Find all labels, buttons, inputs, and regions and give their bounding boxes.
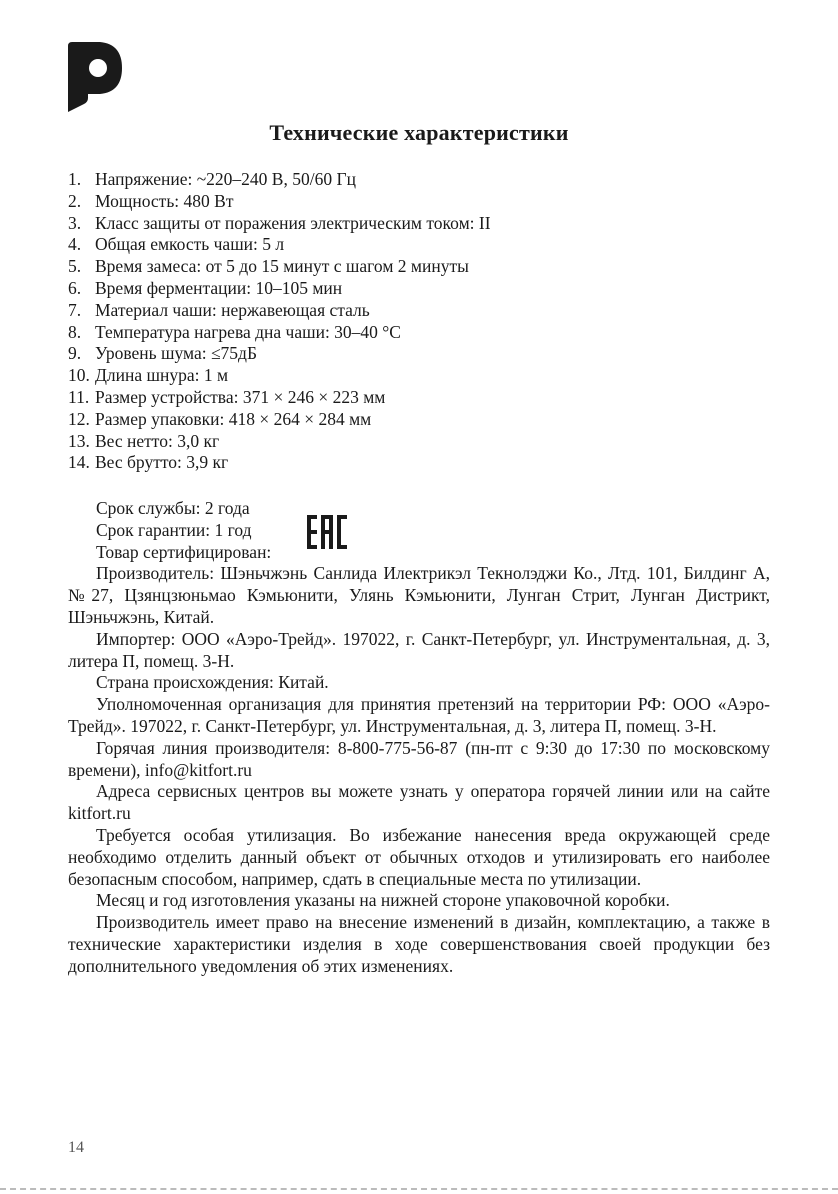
spec-item: 5. Время замеса: от 5 до 15 минут с шагом 2 минуты <box>68 256 469 277</box>
specs-list <box>68 169 778 474</box>
importer-paragraph: Импортер: ООО «Аэро-Трейд». 197022, г. Санкт-Петербург, ул. Инструментальная, д. 3, литера П, помещ. 3-Н. <box>68 628 770 671</box>
spec-item: 6. Время ферментации: 10–105 мин <box>68 277 343 298</box>
page-number: 14 <box>68 1139 84 1156</box>
spec-item: 11. Размер устройства: 371 × 246 × 223 мм <box>68 386 386 407</box>
kitfort-p-logo-icon <box>66 40 126 114</box>
manufacturer-paragraph: Производитель: Шэньчжэнь Санлида Илектрикэл Текнолэджи Ко., Лтд. 101, Билдинг А, №27, Цзянцзюньмао Кэмьюнити, Улянь Кэмьюнити, Лунган Стрит, Лунган Дистрикт, Шэньчжэнь, Китай. <box>68 563 770 627</box>
bottom-divider <box>0 1188 838 1190</box>
page-title: Технические характеристики <box>269 120 569 145</box>
certified-label: Товар сертифицирован: <box>96 541 272 562</box>
service-centers-paragraph: Адреса сервисных центров вы можете узнать у оператора горячей линии или на сайте kitfort.ru <box>68 781 770 824</box>
certification-row <box>68 542 770 564</box>
spec-item: 3. Класс защиты от поражения электрическим током: II <box>68 212 491 233</box>
spec-item: 7. Материал чаши: нержавеющая сталь <box>68 299 370 320</box>
warranty: Срок гарантии: 1 год <box>96 519 252 540</box>
info-section <box>68 498 770 978</box>
spec-item: 14. Вес брутто: 3,9 кг <box>68 452 229 473</box>
spec-item: 2. Мощность: 480 Вт <box>68 190 234 211</box>
spec-item: 13. Вес нетто: 3,0 кг <box>68 430 220 451</box>
spec-item: 12. Размер упаковки: 418 × 264 × 284 мм <box>68 408 372 429</box>
spec-item: 9. Уровень шума: ≤75дБ <box>68 343 258 364</box>
origin-paragraph: Страна происхождения: Китай. <box>96 672 329 693</box>
spec-item: 1. Напряжение: ~220–240 В, 50/60 Гц <box>68 169 356 189</box>
disposal-paragraph: Требуется особая утилизация. Во избежание нанесения вреда окружающей среде необходимо отделить данный объект от обычных отходов и утилизировать его наиболее безопасным способом, например, сдать в специальные места по утилизации. <box>68 824 770 889</box>
changes-paragraph: Производитель имеет право на внесение изменений в дизайн, комплектацию, а также в технические характеристики изделия в ходе совершенствования своей продукции без дополнительного уведомления об этих изменениях. <box>68 912 770 976</box>
hotline-paragraph: Горячая линия производителя: 8-800-775-56-87 (пн-пт с 9:30 до 17:30 по московскому времени), info@kitfort.ru <box>68 737 770 780</box>
service-life: Срок службы: 2 года <box>96 498 250 518</box>
manufacture-date-paragraph: Месяц и год изготовления указаны на нижней стороне упаковочной коробки. <box>96 890 670 911</box>
eac-mark-icon <box>306 512 348 552</box>
spec-item: 8. Температура нагрева дна чаши: 30–40 °С <box>68 321 401 342</box>
spec-item: 4. Общая емкость чаши: 5 л <box>68 234 285 255</box>
authorized-org-paragraph: Уполномоченная организация для принятия претензий на территории РФ: ООО «Аэро-Трейд». 197022, г. Санкт-Петербург, ул. Инструментальная, д. 3, литера П, помещ. 3-Н. <box>68 694 770 736</box>
spec-item: 10. Длина шнура: 1 м <box>68 365 229 386</box>
